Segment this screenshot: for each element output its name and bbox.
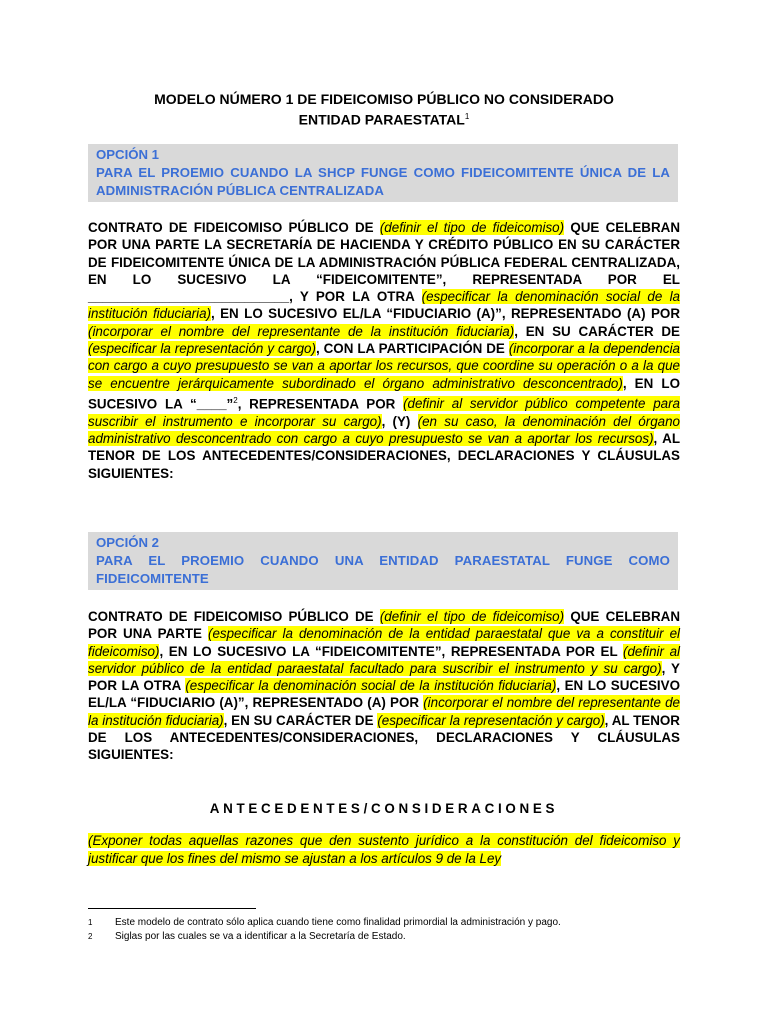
text-segment: CONTRATO DE FIDEICOMISO PÚBLICO DE <box>88 220 380 235</box>
highlighted-placeholder: (especificar la denominación social de la institución fiduciaria) <box>88 289 681 322</box>
option-1-box <box>88 144 678 202</box>
footnote-2 <box>88 930 680 943</box>
highlighted-placeholder: (especificar la denominación social de la institución fiduciaria) <box>185 678 557 694</box>
text-segment: , EN LO SUCESIVO LA “FIDEICOMITENTE”, REPRESENTADA POR EL <box>159 643 624 659</box>
text-segment: QUE CELEBRAN POR UNA PARTE <box>88 609 680 642</box>
text-segment: , REPRESENTADA POR <box>237 396 404 412</box>
highlighted-placeholder: (definir al servidor público de la entidad paraestatal facultado para suscribir el instrumento y su cargo) <box>88 643 680 676</box>
text-segment: , EN LO SUCESIVO EL/LA “FIDUCIARIO (A)”, REPRESENTADO (A) POR <box>88 678 680 711</box>
highlighted-placeholder: (especificar la representación y cargo) <box>88 341 316 357</box>
footnote-text: Este modelo de contrato sólo aplica cuando tiene como finalidad primordial la administración y pago. <box>115 917 561 928</box>
highlighted-placeholder: (incorporar a la dependencia con cargo a cuyo presupuesto se van a aportar los recursos, que coordine su operación o a la que se encuentre jerárquicamente subordinado el órgano administrativo desconcentrado) <box>88 341 680 391</box>
highlighted-placeholder: (definir el tipo de fideicomiso) <box>379 609 565 624</box>
title-line-2: ENTIDAD PARAESTATAL <box>298 111 465 128</box>
footnote-ref-2[interactable]: 2 <box>233 395 238 405</box>
text-segment: , AL TENOR DE LOS ANTECEDENTES/CONSIDERACIONES, DECLARACIONES Y CLÁUSULAS SIGUIENTES: <box>88 712 680 763</box>
footnote-ref-1[interactable]: 1 <box>464 112 470 121</box>
option-1-label: OPCIÓN 1 <box>96 147 160 162</box>
text-segment: , (Y) <box>381 413 418 429</box>
option-2-description: PARA EL PROEMIO CUANDO UNA ENTIDAD PARAESTATAL FUNGE COMO FIDEICOMITENTE <box>96 553 670 586</box>
text-segment: , Y POR LA OTRA <box>88 660 680 694</box>
highlighted-placeholder: (definir al servidor público competente para suscribir el instrumento e incorporar su cargo) <box>88 396 680 429</box>
proemio-option-1 <box>88 219 680 482</box>
text-segment: CONTRATO DE FIDEICOMISO PÚBLICO DE <box>88 609 380 624</box>
text-segment: , CON LA PARTICIPACIÓN DE <box>315 341 509 357</box>
document-title <box>88 91 680 129</box>
footnote-divider <box>88 908 256 909</box>
option-2-label: OPCIÓN 2 <box>96 535 160 550</box>
section-heading-antecedentes: ANTECEDENTES/CONSIDERACIONES <box>209 801 559 816</box>
highlighted-placeholder: (en su caso, la denominación del órgano administrativo desconcentrado con cargo a cuyo presupuesto se van a aportar los recursos) <box>88 413 680 447</box>
footnote-text: Siglas por las cuales se va a identificar a la Secretaría de Estado. <box>115 931 406 942</box>
highlighted-placeholder: (especificar la denominación de la entidad paraestatal que va a constituir el fideicomiso) <box>88 626 680 659</box>
footnote-number: 2 <box>88 932 93 941</box>
footnote-1 <box>88 916 680 929</box>
option-2-box <box>88 532 678 590</box>
text-segment: , EN SU CARÁCTER DE <box>223 712 378 728</box>
antecedentes-text <box>88 832 680 868</box>
text-segment: QUE CELEBRAN POR UNA PARTE LA SECRETARÍA DE HACIENDA Y CRÉDITO PÚBLICO EN SU CARÁCTER DE FIDEICOMITENTE ÚNICA DE LA ADMINISTRACIÓN PÚBLICA FEDERAL CENTRALIZADA, EN LO SUCESIVO LA “FIDEICOMITENTE”, REPRESENTADA POR EL ___________________________, Y POR LA OTRA <box>88 220 680 305</box>
text-segment: , EN SU CARÁCTER DE <box>514 323 680 339</box>
text-segment: , EN LO SUCESIVO EL/LA “FIDUCIARIO (A)”, REPRESENTADO (A) POR <box>211 306 680 322</box>
highlighted-placeholder: (Exponer todas aquellas razones que den sustento jurídico a la constitución del fideicomiso y justificar que los fines del mismo se ajustan a los artículos 9 de la Ley <box>88 833 680 866</box>
highlighted-placeholder: (incorporar el nombre del representante de la institución fiduciaria) <box>88 323 515 339</box>
footnote-number: 1 <box>88 918 93 927</box>
text-segment: , EN LO SUCESIVO LA “____” <box>88 375 680 412</box>
highlighted-placeholder: (definir el tipo de fideicomiso) <box>379 220 565 235</box>
proemio-option-2 <box>88 608 680 764</box>
title-line-1: MODELO NÚMERO 1 DE FIDEICOMISO PÚBLICO NO CONSIDERADO <box>154 91 614 107</box>
text-segment: , AL TENOR DE LOS ANTECEDENTES/CONSIDERACIONES, DECLARACIONES Y CLÁUSULAS SIGUIENTES: <box>88 431 681 481</box>
option-1-description: PARA EL PROEMIO CUANDO LA SHCP FUNGE COMO FIDEICOMITENTE ÚNICA DE LA ADMINISTRACIÓN PÚBLICA CENTRALIZADA <box>96 165 670 198</box>
highlighted-placeholder: (especificar la representación y cargo) <box>377 712 605 728</box>
highlighted-placeholder: (incorporar el nombre del representante de la institución fiduciaria) <box>88 695 680 728</box>
